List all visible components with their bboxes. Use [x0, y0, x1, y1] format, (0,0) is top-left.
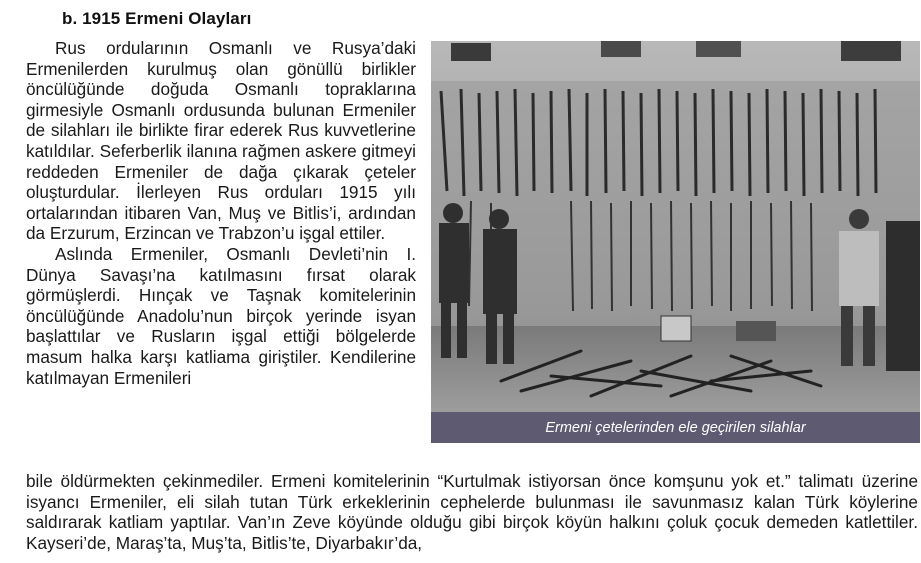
- text-line: savunmasız kalan Türk köylerine saldırarak katliam yaptılar. Van’ın Zeve köyünde olduğu gibi birçok: [26, 491, 918, 533]
- text-line: giriştiler. Kendilerine katılmayan Ermenileri: [26, 346, 416, 388]
- section-heading: b. 1915 Ermeni Olayları: [62, 9, 252, 28]
- caption-bar: [431, 412, 920, 443]
- left-text-column: [26, 38, 416, 388]
- historical-photo: [431, 41, 920, 412]
- text-line: bile öldürmekten çekinmediler. Ermeni komitelerinin “Kurtulmak istiyorsan önce komşunu yok et.”: [26, 471, 791, 491]
- text-line: Ermenilerden kurulmuş olan gönüllü birlikler: [26, 58, 416, 79]
- text-line: girmesiyle Osmanlı ordusunda bulunan: [26, 99, 335, 120]
- text-line: köyün halkını çoluk çocuk demeden katlettiler. Kayseri’de, Maraş’ta, Muş’ta, Bitlis’te, Diyarbakır’da,: [26, 512, 918, 553]
- text-line: oluşturdular. İlerleyen Rus orduları 1915 yılı: [26, 182, 416, 203]
- text-line: bölgelerde masum halka karşı katliama: [26, 326, 416, 367]
- text-line: öncülüğünde Anadolu’nun birçok yerinde: [26, 305, 363, 326]
- text-line: Ermeniler de dağa çıkarak çeteler: [114, 161, 417, 182]
- text-line: işgal ettiler.: [299, 223, 386, 244]
- figure-caption: Ermeni çetelerinden ele geçirilen silahlar: [545, 419, 806, 436]
- text-line: Rus ordularının Osmanlı ve Rusya’daki: [55, 38, 416, 58]
- text-line: Rus kuvvetlerine katıldılar. Seferberlik: [26, 120, 416, 161]
- text-line: ortalarından itibaren Van, Muş ve Bitlis’i,: [26, 202, 342, 223]
- text-line: ardından da Erzurum, Erzincan ve Trabzon’u: [26, 202, 416, 244]
- text-line: Ermeniler de silahları ile birlikte firar ederek: [26, 99, 416, 141]
- full-width-text: [26, 471, 918, 553]
- text-line: görmüşlerdi. Hınçak ve Taşnak komitelerinin: [26, 285, 416, 306]
- text-line: talimatı üzerine isyancı Ermeniler, eli silah tutan Türk erkeklerinin cephelerde bulunması ile: [26, 471, 919, 512]
- text-line: Dünya Savaşı’na katılmasını fırsat olarak: [26, 264, 416, 285]
- text-line: isyan başlattılar ve Rusların işgal ettiği: [26, 305, 417, 347]
- paragraph-2: [26, 244, 416, 388]
- figure: [431, 41, 920, 443]
- text-line: Aslında Ermeniler, Osmanlı Devleti’nin I.: [55, 243, 416, 264]
- paragraph-1: [26, 38, 416, 244]
- text-line: ilanına rağmen askere gitmeyi reddeden: [26, 140, 417, 182]
- text-line: öncülüğünde doğuda Osmanlı topraklarına: [26, 79, 416, 100]
